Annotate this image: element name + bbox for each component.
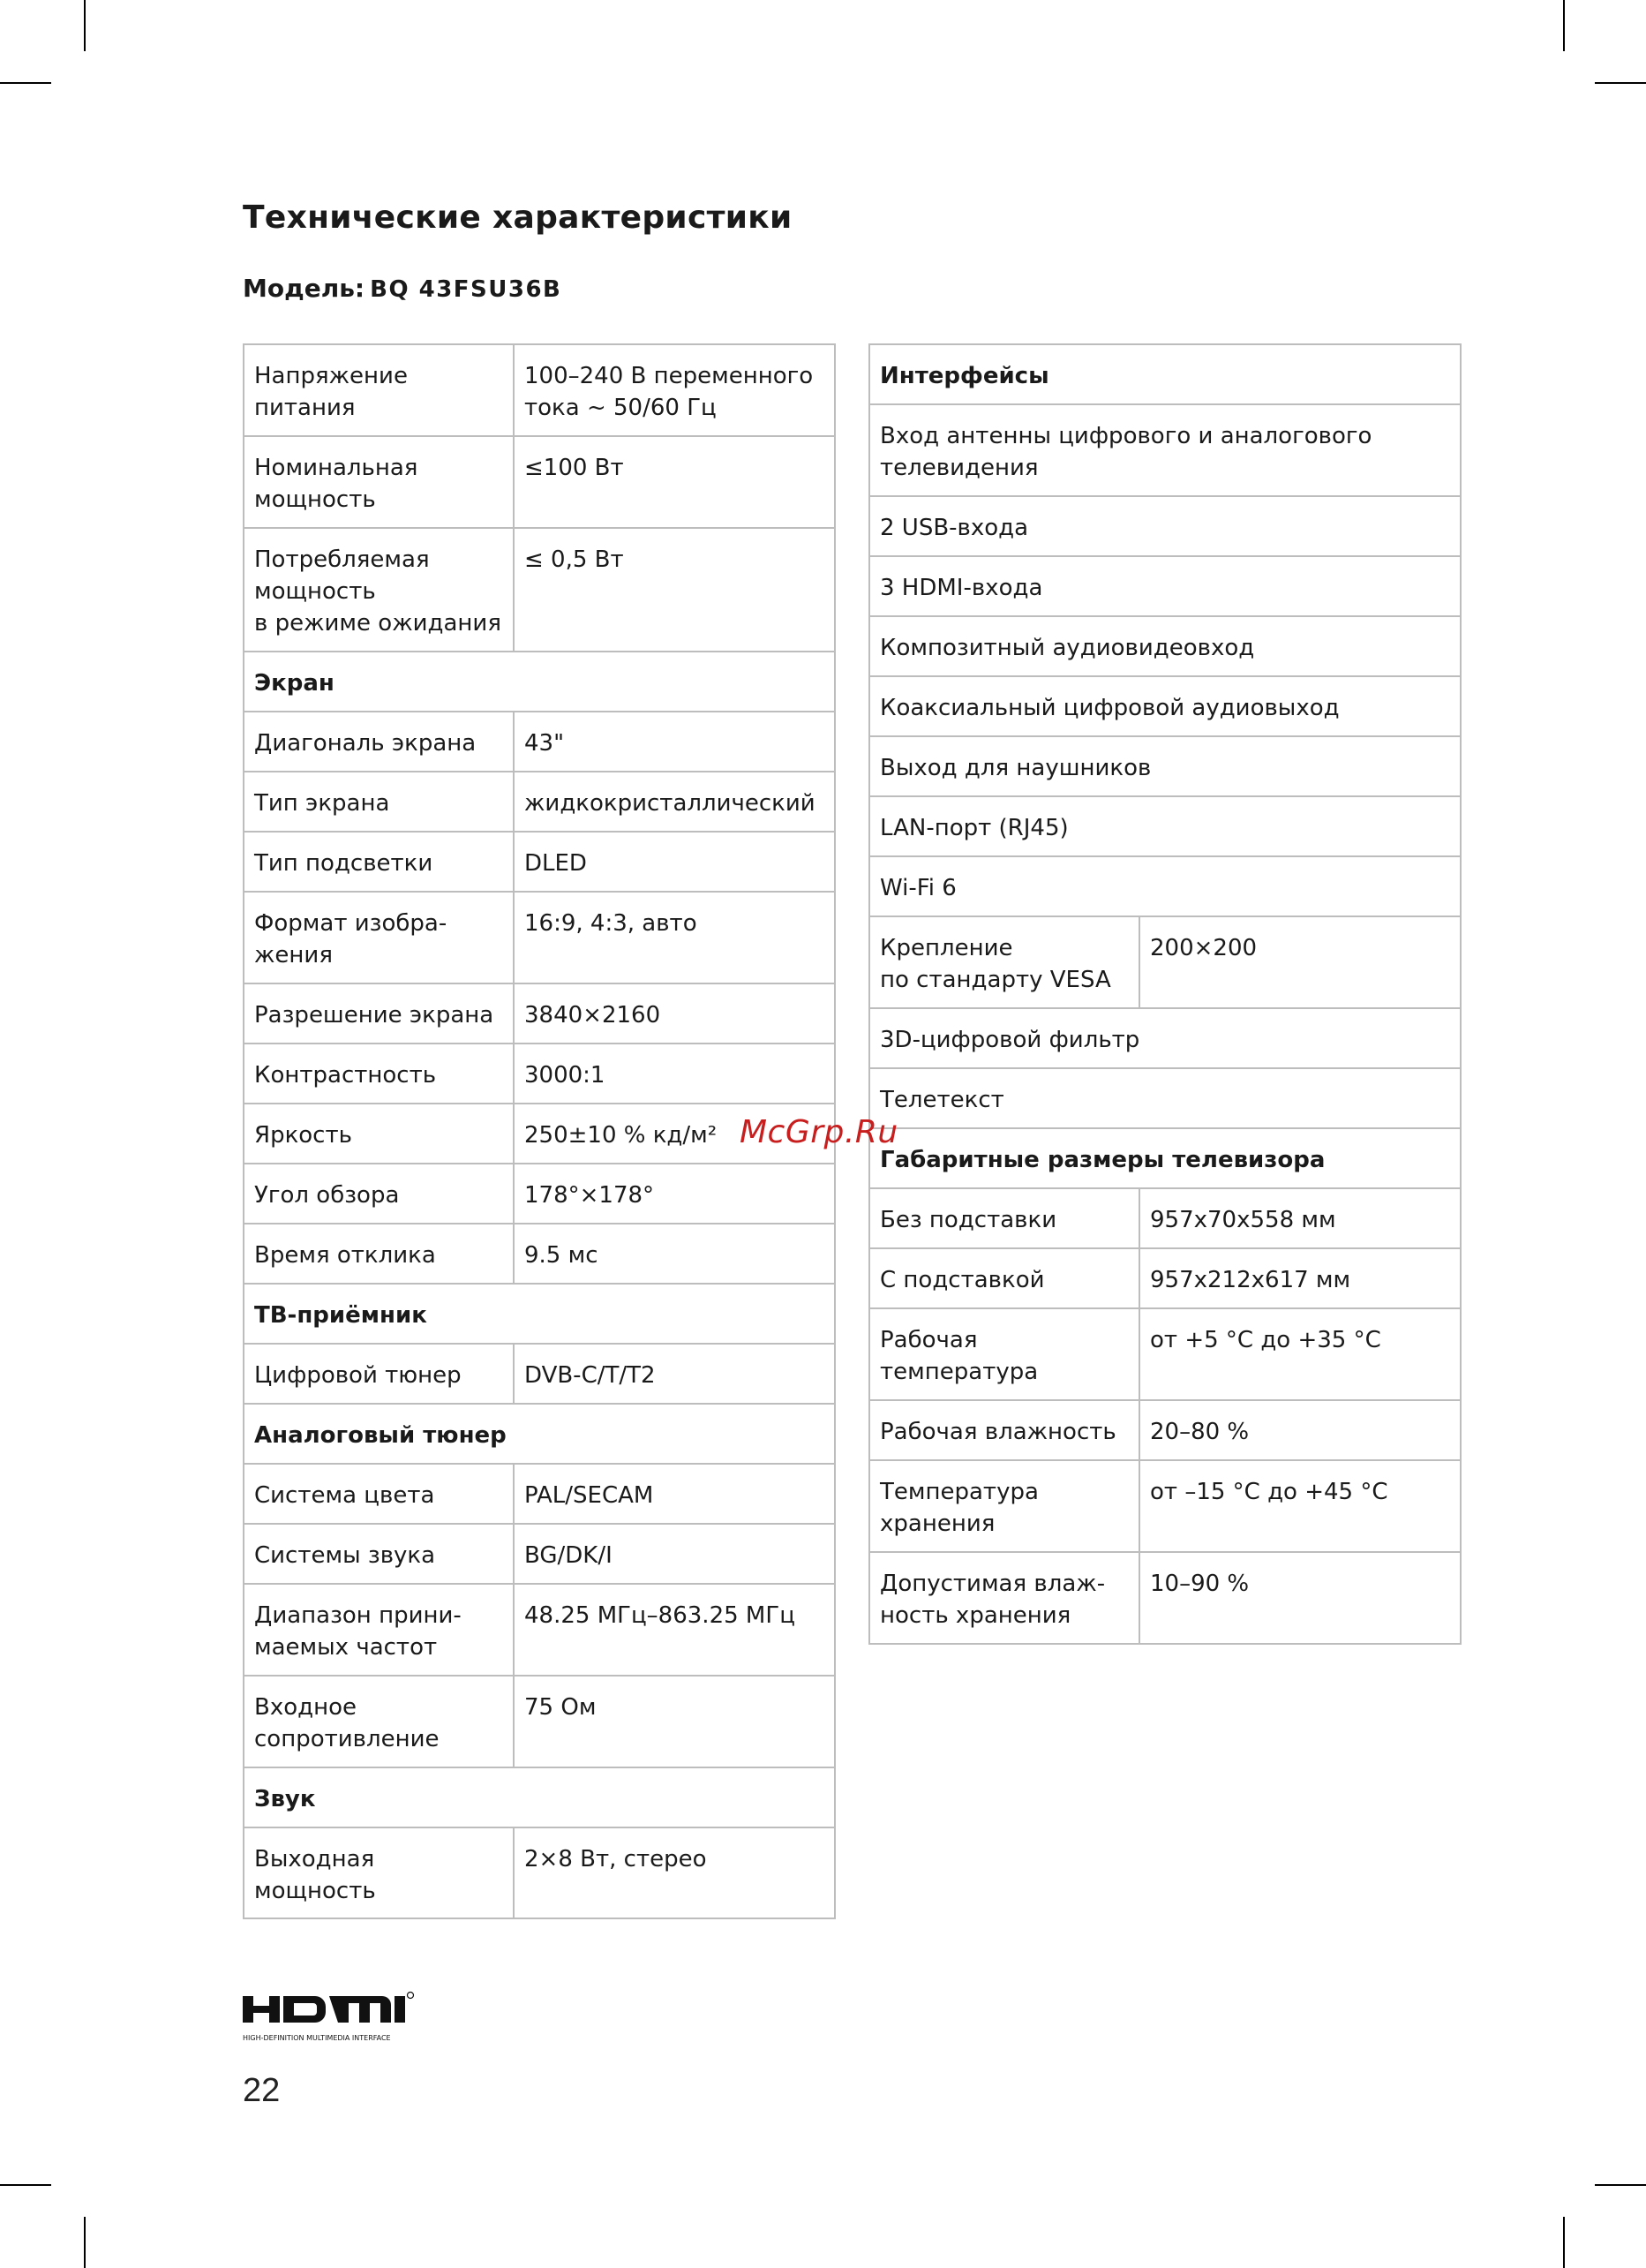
spec-label: Допустимая влаж- ность хранения <box>869 1552 1139 1644</box>
table-row <box>244 1344 835 1404</box>
spec-label: Температура хранения <box>869 1460 1139 1552</box>
crop-mark <box>1563 2217 1565 2268</box>
spec-label: Номинальная мощность <box>244 436 514 528</box>
table-row <box>244 436 835 528</box>
spec-label: Угол обзора <box>244 1164 514 1224</box>
section-header: Габаритные размеры телевизора <box>869 1128 1461 1188</box>
table-row <box>244 344 835 436</box>
table-row <box>869 796 1461 856</box>
spec-value: 16:9, 4:3, авто <box>514 892 835 983</box>
section-header: ТВ-приёмник <box>244 1284 835 1344</box>
table-row <box>869 1460 1461 1552</box>
specs-table-right <box>868 343 1462 1645</box>
table-row <box>869 736 1461 796</box>
model-label: Модель: <box>243 274 365 303</box>
section-header: Звук <box>244 1767 835 1827</box>
spec-value: 9.5 мс <box>514 1224 835 1284</box>
spec-value: 178°×178° <box>514 1164 835 1224</box>
table-row <box>244 1584 835 1676</box>
spec-label: Напряжение питания <box>244 344 514 436</box>
section-header-row <box>244 652 835 712</box>
spec-item: Выход для наушников <box>869 736 1461 796</box>
spec-label: Крепление по стандарту VESA <box>869 916 1139 1008</box>
spec-value: 43" <box>514 712 835 772</box>
table-row <box>244 712 835 772</box>
spec-label: Время отклика <box>244 1224 514 1284</box>
hdmi-tagline: HIGH-DEFINITION MULTIMEDIA INTERFACE <box>243 2034 391 2042</box>
spec-value: 957x70x558 мм <box>1139 1188 1461 1248</box>
section-header-row <box>244 1404 835 1464</box>
table-row <box>869 1308 1461 1400</box>
spec-value: BG/DK/I <box>514 1524 835 1584</box>
spec-item: 3D-цифровой фильтр <box>869 1008 1461 1068</box>
hdmi-logo <box>243 1991 447 2049</box>
spec-label: Диагональ экрана <box>244 712 514 772</box>
model-name: BQ 43FSU36B <box>370 276 562 303</box>
spec-value: 250±10 % кд/м² <box>514 1104 835 1164</box>
table-row <box>244 1676 835 1767</box>
spec-item: Композитный аудиовидеовход <box>869 616 1461 676</box>
table-row <box>869 1400 1461 1460</box>
spec-value: 3000:1 <box>514 1044 835 1104</box>
table-row <box>869 856 1461 916</box>
spec-item: 3 HDMI-входа <box>869 556 1461 616</box>
table-row <box>869 1248 1461 1308</box>
section-header-row <box>869 344 1461 404</box>
spec-value: от –15 °C до +45 °C <box>1139 1460 1461 1552</box>
spec-label: Контрастность <box>244 1044 514 1104</box>
table-row <box>244 772 835 832</box>
section-header-row <box>244 1284 835 1344</box>
spec-item: Wi-Fi 6 <box>869 856 1461 916</box>
spec-value: DLED <box>514 832 835 892</box>
table-row <box>244 832 835 892</box>
table-row <box>244 983 835 1044</box>
model-line <box>243 274 561 303</box>
spec-label: Системы звука <box>244 1524 514 1584</box>
table-row <box>869 1188 1461 1248</box>
spec-value: жидкокристаллический <box>514 772 835 832</box>
section-header: Интерфейсы <box>869 344 1461 404</box>
table-row <box>869 616 1461 676</box>
section-header-row <box>869 1128 1461 1188</box>
table-row <box>244 1464 835 1524</box>
spec-label: Цифровой тюнер <box>244 1344 514 1404</box>
spec-item: Телетекст <box>869 1068 1461 1128</box>
spec-value: 100–240 В переменного тока ~ 50/60 Гц <box>514 344 835 436</box>
section-header: Экран <box>244 652 835 712</box>
table-row <box>244 892 835 983</box>
spec-value: 20–80 % <box>1139 1400 1461 1460</box>
spec-value: 957x212x617 мм <box>1139 1248 1461 1308</box>
crop-mark <box>0 2184 51 2186</box>
spec-label: Яркость <box>244 1104 514 1164</box>
table-row <box>244 1524 835 1584</box>
spec-label: С подставкой <box>869 1248 1139 1308</box>
spec-label: Без подставки <box>869 1188 1139 1248</box>
crop-mark <box>84 0 86 51</box>
spec-value: 10–90 % <box>1139 1552 1461 1644</box>
spec-value: PAL/SECAM <box>514 1464 835 1524</box>
crop-mark <box>0 82 51 84</box>
spec-label: Система цвета <box>244 1464 514 1524</box>
spec-value: 75 Ом <box>514 1676 835 1767</box>
crop-mark <box>1595 2184 1646 2186</box>
table-row <box>244 1164 835 1224</box>
spec-label: Входное сопротивление <box>244 1676 514 1767</box>
spec-value: ≤100 Вт <box>514 436 835 528</box>
page-title: Технические характеристики <box>243 200 793 236</box>
table-row <box>869 496 1461 556</box>
spec-label: Тип экрана <box>244 772 514 832</box>
spec-label: Тип подсветки <box>244 832 514 892</box>
table-row <box>869 1552 1461 1644</box>
table-row <box>244 528 835 652</box>
table-row <box>869 556 1461 616</box>
spec-value: ≤ 0,5 Вт <box>514 528 835 652</box>
spec-value: 48.25 МГц–863.25 МГц <box>514 1584 835 1676</box>
spec-label: Рабочая температура <box>869 1308 1139 1400</box>
spec-item: LAN-порт (RJ45) <box>869 796 1461 856</box>
table-row <box>244 1044 835 1104</box>
spec-label: Потребляемая мощность в режиме ожидания <box>244 528 514 652</box>
crop-mark <box>1595 82 1646 84</box>
crop-mark <box>1563 0 1565 51</box>
table-row <box>869 1008 1461 1068</box>
table-row <box>869 676 1461 736</box>
table-row <box>244 1224 835 1284</box>
spec-value: от +5 °C до +35 °C <box>1139 1308 1461 1400</box>
table-row <box>869 404 1461 496</box>
page-number: 22 <box>243 2072 281 2109</box>
spec-label: Выходная мощность <box>244 1827 514 1918</box>
spec-value: 2×8 Вт, стерео <box>514 1827 835 1918</box>
section-header: Аналоговый тюнер <box>244 1404 835 1464</box>
spec-item: Коаксиальный цифровой аудиовыход <box>869 676 1461 736</box>
table-row <box>869 916 1461 1008</box>
spec-label: Диапазон прини- маемых частот <box>244 1584 514 1676</box>
section-header-row <box>244 1767 835 1827</box>
spec-label: Рабочая влажность <box>869 1400 1139 1460</box>
crop-mark <box>84 2217 86 2268</box>
spec-value: 3840×2160 <box>514 983 835 1044</box>
spec-label: Формат изобра- жения <box>244 892 514 983</box>
spec-value: 200×200 <box>1139 916 1461 1008</box>
spec-label: Разрешение экрана <box>244 983 514 1044</box>
table-row <box>244 1827 835 1918</box>
spec-item: 2 USB-входа <box>869 496 1461 556</box>
table-row <box>869 1068 1461 1128</box>
watermark: McGrp.Ru <box>740 1114 898 1150</box>
spec-item: Вход антенны цифрового и аналогового телевидения <box>869 404 1461 496</box>
spec-value: DVB-C/T/T2 <box>514 1344 835 1404</box>
